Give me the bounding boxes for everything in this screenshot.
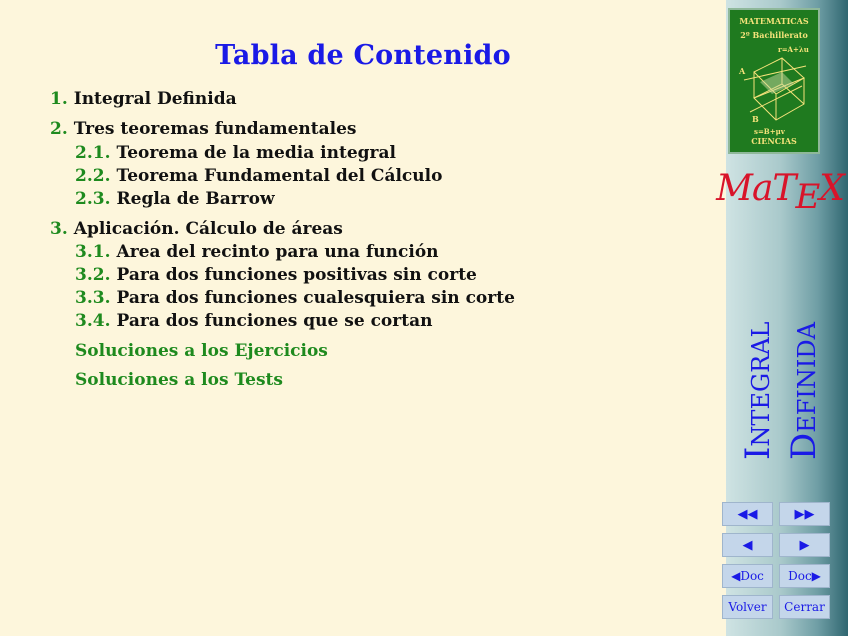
page-title: Tabla de Contenido — [215, 40, 511, 71]
book-formula-top: r=A+λu — [778, 45, 809, 54]
toc-num: 1. — [50, 89, 68, 109]
toc-text: Para dos funciones positivas sin corte — [116, 265, 477, 285]
doc-next-button[interactable]: Doc▶ — [779, 564, 830, 588]
book-subtitle: 2º Bachillerato — [740, 30, 808, 40]
toc-item-3-3[interactable] — [75, 287, 515, 309]
link-soluciones-tests[interactable]: Soluciones a los Tests — [75, 370, 283, 390]
toc-text: Integral Definida — [73, 89, 237, 109]
toc-text: Teorema de la media integral — [116, 143, 396, 163]
vertical-title — [734, 270, 846, 460]
brand-part3: X — [819, 168, 844, 209]
first-page-button[interactable]: ◀◀ — [722, 502, 773, 526]
toc-text: Tres teoremas fundamentales — [73, 119, 357, 139]
toc-item-2-3[interactable] — [75, 188, 275, 210]
toc-item-2-2[interactable] — [75, 165, 442, 187]
toc-text: Regla de Barrow — [116, 189, 275, 209]
doc-prev-button[interactable]: ◀Doc — [722, 564, 773, 588]
toc-num: 2.3. — [75, 189, 111, 209]
next-page-button[interactable]: ▶ — [779, 533, 830, 557]
toc-num: 2. — [50, 119, 68, 139]
book-label-a: A — [739, 66, 746, 76]
toc-text: Area del recinto para una función — [116, 242, 439, 262]
prev-page-button[interactable]: ◀ — [722, 533, 773, 557]
book-label-b: B — [752, 114, 759, 124]
vertical-title-line2: Definida — [784, 322, 824, 460]
toc-num: 3.3. — [75, 288, 111, 308]
book-cover-logo — [728, 8, 820, 154]
toc-num: 3.2. — [75, 265, 111, 285]
toc-text: Aplicación. Cálculo de áreas — [73, 219, 343, 239]
sidebar — [716, 0, 848, 636]
toc-item-3[interactable] — [50, 218, 343, 240]
book-formula-bottom: s=B+μv — [754, 127, 785, 136]
toc-num: 3. — [50, 219, 68, 239]
back-button[interactable]: Volver — [722, 595, 773, 619]
book-title: MATEMATICAS — [739, 16, 809, 26]
toc-num: 2.1. — [75, 143, 111, 163]
toc-num: 3.4. — [75, 311, 111, 331]
toc-item-3-4[interactable] — [75, 310, 432, 332]
vertical-title-line1: Integral — [738, 321, 778, 460]
toc-text: Teorema Fundamental del Cálculo — [116, 166, 443, 186]
cube-illustration — [738, 42, 812, 136]
last-page-button[interactable]: ▶▶ — [779, 502, 830, 526]
toc-text: Para dos funciones que se cortan — [116, 311, 433, 331]
brand-part1: MaT — [716, 168, 796, 209]
toc-num: 2.2. — [75, 166, 111, 186]
toc-item-3-1[interactable] — [75, 241, 439, 263]
toc-item-1[interactable] — [50, 88, 237, 110]
link-soluciones-ejercicios[interactable]: Soluciones a los Ejercicios — [75, 341, 328, 361]
matex-logo — [712, 168, 848, 217]
toc-item-3-2[interactable] — [75, 264, 477, 286]
toc-num: 3.1. — [75, 242, 111, 262]
toc-item-2-1[interactable] — [75, 142, 396, 164]
brand-part2: E — [795, 177, 820, 217]
close-button[interactable]: Cerrar — [779, 595, 830, 619]
book-footer: CIENCIAS — [751, 136, 797, 146]
toc-text: Para dos funciones cualesquiera sin corte — [116, 288, 515, 308]
toc-item-2[interactable] — [50, 118, 357, 140]
